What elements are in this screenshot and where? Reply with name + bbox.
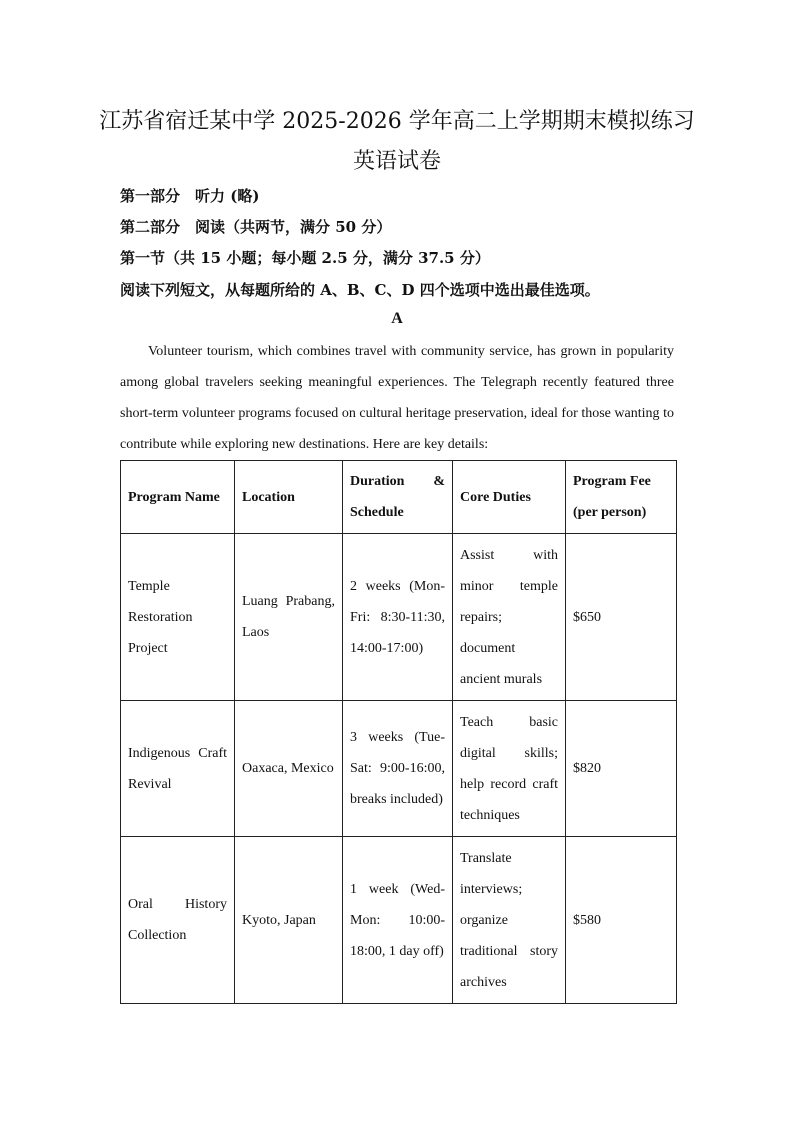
header-core-duties: Core Duties: [453, 461, 566, 534]
cell-location: Luang Prabang, Laos: [235, 534, 343, 701]
header-duration: Duration & Schedule: [343, 461, 453, 534]
cell-program-name: Temple Restoration Project: [121, 534, 235, 701]
header-program-name: Program Name: [121, 461, 235, 534]
cell-program-fee: $650: [566, 534, 677, 701]
cell-location: Kyoto, Japan: [235, 837, 343, 1004]
cell-core-duties: Teach basic digital skills; help record craft techniques: [453, 701, 566, 837]
cell-program-fee: $820: [566, 701, 677, 837]
table-header-row: [121, 461, 677, 534]
part-one-heading: 第一部分 听力 (略): [120, 187, 260, 205]
exam-title: 江苏省宿迁某中学 2025-2026 学年高二上学期期末模拟练习: [99, 109, 695, 134]
cell-duration: 3 weeks (Tue-Sat: 9:00-16:00, breaks included): [343, 701, 453, 837]
section-one-heading: 第一节（共 15 小题；每小题 2.5 分，满分 37.5 分）: [120, 249, 490, 267]
cell-program-name: Oral History Collection: [121, 837, 235, 1004]
cell-core-duties: Assist with minor temple repairs; document ancient murals: [453, 534, 566, 701]
cell-duration: 2 weeks (Mon-Fri: 8:30-11:30, 14:00-17:00): [343, 534, 453, 701]
cell-location: Oaxaca, Mexico: [235, 701, 343, 837]
header-program-fee: Program Fee (per person): [566, 461, 677, 534]
passage-label: A: [391, 310, 403, 327]
exam-subtitle: 英语试卷: [352, 149, 441, 174]
part-two-heading: 第二部分 阅读（共两节，满分 50 分）: [120, 218, 392, 236]
table-row: [121, 701, 677, 837]
header-location: Location: [235, 461, 343, 534]
table-row: [121, 534, 677, 701]
cell-duration: 1 week (Wed-Mon: 10:00-18:00, 1 day off): [343, 837, 453, 1004]
cell-program-name: Indigenous Craft Revival: [121, 701, 235, 837]
cell-core-duties: Translate interviews; organize traditional story archives: [453, 837, 566, 1004]
cell-program-fee: $580: [566, 837, 677, 1004]
program-table: [120, 460, 677, 1004]
table-row: [121, 837, 677, 1004]
passage-intro: Volunteer tourism, which combines travel with community service, has grown in popularity among global travelers seeking meaningful experiences. The Telegraph recently featured three short-term volunteer programs focused on cultural heritage preservation, ideal for those wanting to contribute while exploring new destinations. Here are key details:: [120, 344, 674, 452]
reading-instruction: 阅读下列短文，从每题所给的 A、B、C、D 四个选项中选出最佳选项。: [120, 281, 600, 299]
